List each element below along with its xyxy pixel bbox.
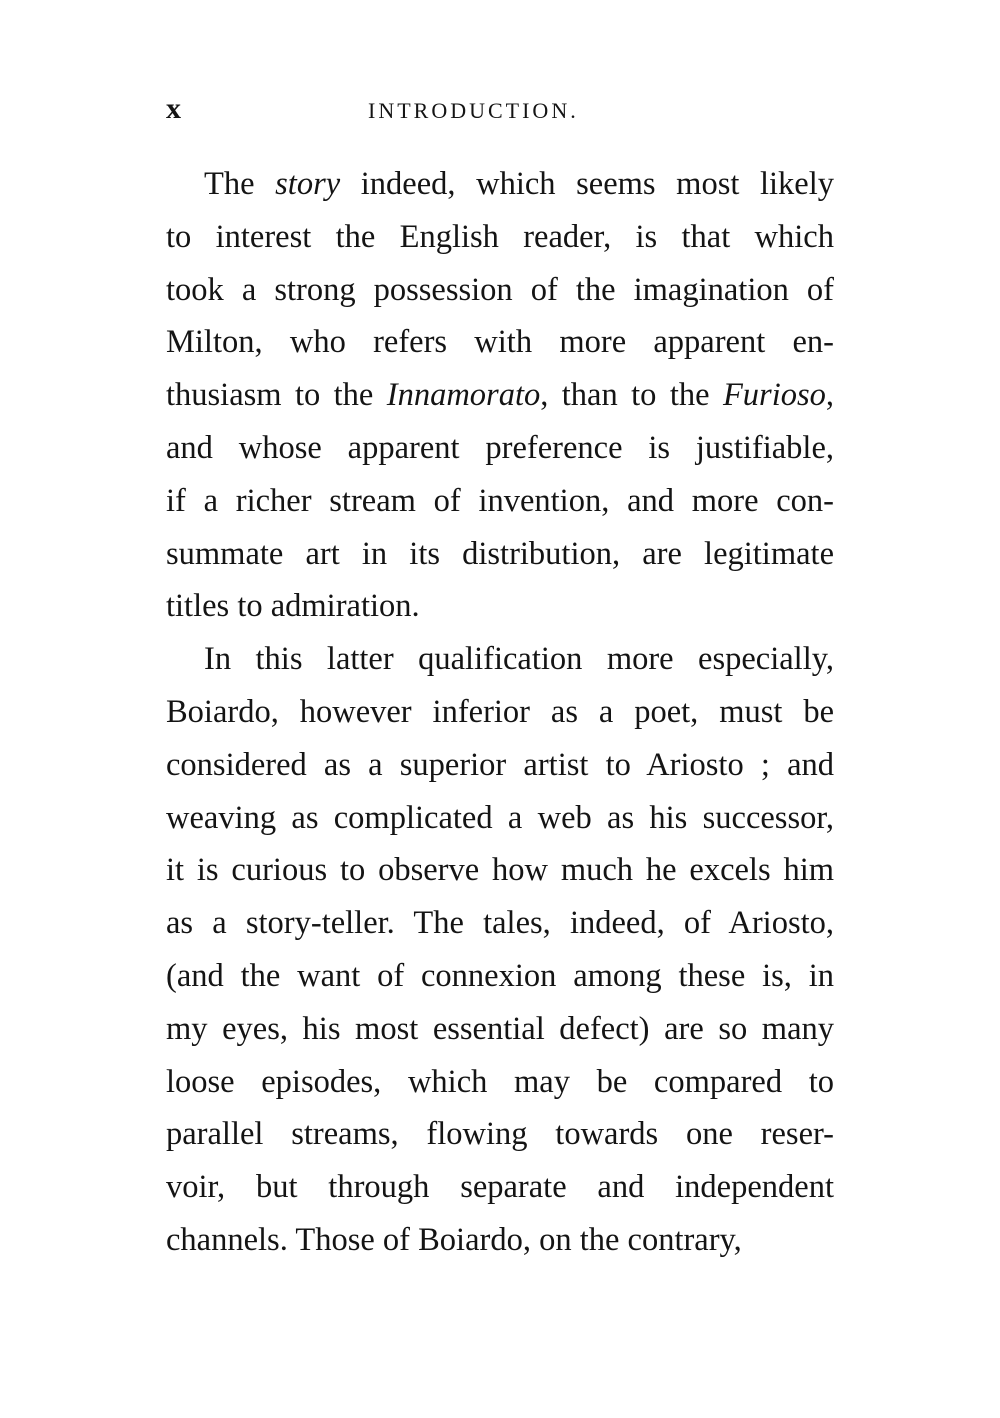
text-line bbox=[166, 316, 834, 369]
body-text bbox=[166, 158, 834, 1267]
text-run: loose episodes, which may be compared to bbox=[166, 1063, 834, 1100]
text-line bbox=[166, 211, 834, 264]
text-line bbox=[166, 1056, 834, 1109]
text-run: (and the want of connexion among these is, in bbox=[166, 957, 834, 994]
text-line bbox=[166, 369, 834, 422]
text-run: , than to the bbox=[540, 377, 723, 414]
paragraph-2 bbox=[166, 633, 834, 1267]
text-run: The bbox=[204, 166, 276, 202]
page-number: x bbox=[166, 92, 182, 125]
text-run: to interest the English reader, is that which bbox=[166, 218, 834, 255]
text-run: channels. Those of Boiardo, on the contrary, bbox=[166, 1221, 742, 1258]
text-line bbox=[166, 1214, 834, 1267]
text-run: considered as a superior artist to Ariosto ; and bbox=[166, 746, 834, 783]
text-line bbox=[166, 528, 834, 581]
text-run: took a strong possession of the imagination of bbox=[166, 271, 834, 308]
text-line bbox=[166, 580, 834, 633]
text-line bbox=[166, 897, 834, 950]
text-run: thusiasm to the bbox=[166, 377, 387, 414]
italic-text: story bbox=[275, 166, 341, 202]
text-run: In this latter qualification more especially, bbox=[204, 641, 834, 678]
text-line bbox=[166, 264, 834, 317]
italic-text: Innamorato bbox=[386, 377, 541, 414]
text-line bbox=[166, 422, 834, 475]
text-line bbox=[166, 158, 834, 211]
text-line bbox=[166, 1108, 834, 1161]
text-line bbox=[166, 1161, 834, 1214]
text-run: summate art in its distribution, are legitimate bbox=[166, 535, 834, 572]
text-run: parallel streams, flowing towards one reser- bbox=[166, 1116, 834, 1153]
text-run: as a story-teller. The tales, indeed, of Ariosto, bbox=[166, 905, 834, 942]
text-run: , bbox=[825, 377, 834, 414]
text-run: my eyes, his most essential defect) are so many bbox=[166, 1010, 834, 1047]
text-line bbox=[166, 475, 834, 528]
text-line bbox=[166, 1003, 834, 1056]
paragraph-1 bbox=[166, 158, 834, 633]
text-line bbox=[166, 950, 834, 1003]
text-line bbox=[166, 844, 834, 897]
running-title: INTRODUCTION. bbox=[368, 98, 579, 123]
text-run: and whose apparent preference is justifiable, bbox=[166, 429, 834, 466]
text-line bbox=[166, 686, 834, 739]
text-run: weaving as complicated a web as his successor, bbox=[166, 799, 834, 836]
text-run: Boiardo, however inferior as a poet, must be bbox=[166, 693, 834, 730]
text-run: titles to admiration. bbox=[166, 588, 420, 625]
text-run: voir, but through separate and independent bbox=[166, 1169, 834, 1206]
running-head bbox=[166, 92, 834, 132]
text-run: indeed, which seems most likely bbox=[340, 166, 834, 202]
text-run: it is curious to observe how much he excels him bbox=[166, 852, 834, 889]
text-run: Milton, who refers with more apparent en- bbox=[166, 324, 834, 361]
text-line bbox=[166, 633, 834, 686]
text-line bbox=[166, 739, 834, 792]
text-run: if a richer stream of invention, and more con- bbox=[166, 482, 834, 519]
italic-text: Furioso bbox=[722, 377, 826, 414]
text-line bbox=[166, 792, 834, 845]
